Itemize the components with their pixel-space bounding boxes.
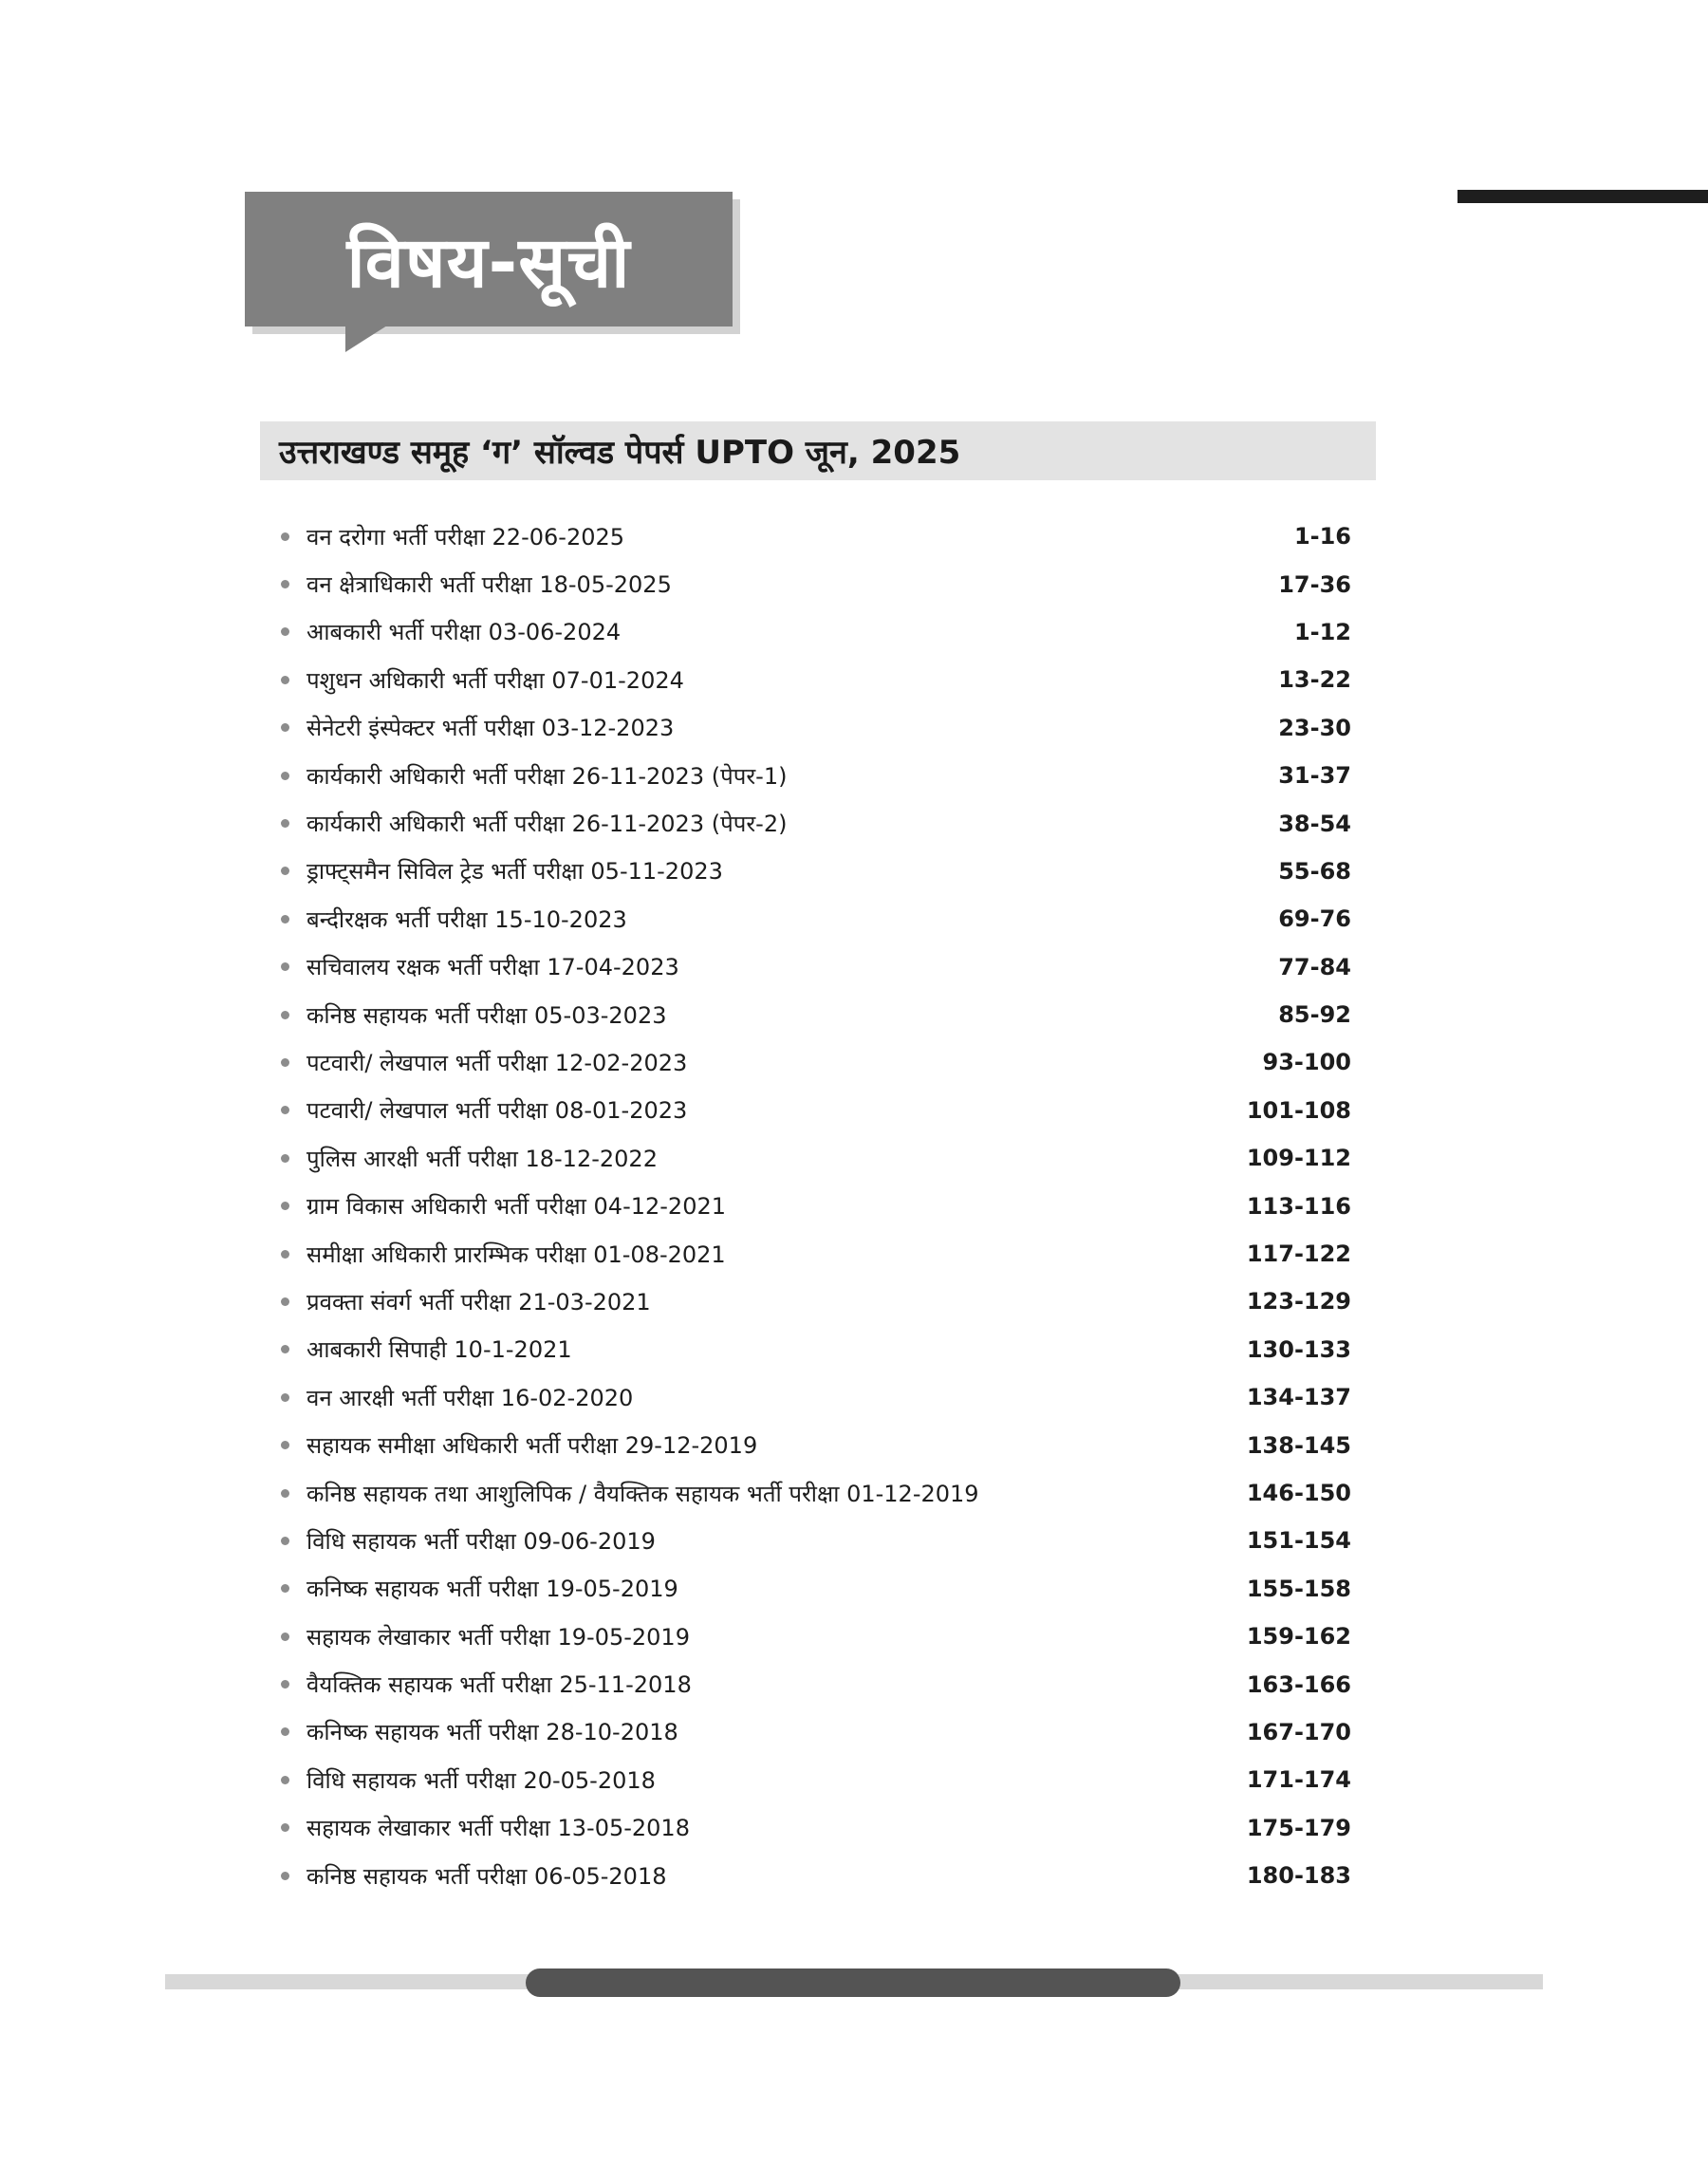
section-title: उत्तराखण्ड समूह ‘ग’ सॉल्वड पेपर्स UPTO जून, 2025 [279, 434, 961, 472]
toc-entry-pages: 167-170 [1246, 1718, 1351, 1745]
bullet-icon [281, 532, 289, 541]
bullet-icon [281, 1537, 289, 1545]
toc-entry [279, 1278, 1351, 1325]
bullet-icon [281, 1823, 289, 1832]
title-banner [245, 192, 740, 353]
page-title: विषय-सूची [346, 221, 631, 304]
toc-entry-label: वन दरोगा भर्ती परीक्षा 22-06-2025 [306, 523, 625, 550]
toc-entry [279, 1517, 1351, 1564]
toc-entry-pages: 23-30 [1278, 714, 1351, 741]
bullet-icon [281, 1680, 289, 1689]
bullet-icon [281, 1202, 289, 1210]
toc-entry-label: विधि सहायक भर्ती परीक्षा 09-06-2019 [306, 1527, 656, 1555]
toc-entry-pages: 1-16 [1293, 523, 1351, 550]
toc-list [279, 513, 1351, 1899]
toc-entry-pages: 113-116 [1246, 1192, 1351, 1220]
bullet-icon [281, 1058, 289, 1067]
toc-entry-pages: 163-166 [1246, 1670, 1351, 1698]
toc-entry-pages: 146-150 [1246, 1480, 1351, 1506]
toc-entry-pages: 117-122 [1246, 1241, 1351, 1268]
toc-entry-label: पशुधन अधिकारी भर्ती परीक्षा 07-01-2024 [306, 666, 684, 694]
bullet-icon [281, 1489, 289, 1498]
toc-entry [279, 1469, 1351, 1517]
toc-entry-pages: 101-108 [1246, 1096, 1351, 1124]
toc-entry [279, 1134, 1351, 1182]
toc-entry-pages: 17-36 [1278, 570, 1351, 598]
toc-entry [279, 1613, 1351, 1660]
bullet-icon [281, 819, 289, 828]
toc-entry [279, 1421, 1351, 1468]
bullet-icon [281, 1393, 289, 1402]
toc-entry-pages: 175-179 [1246, 1814, 1351, 1841]
toc-entry [279, 1087, 1351, 1134]
bullet-icon [281, 676, 289, 684]
bullet-icon [281, 1345, 289, 1353]
title-banner-box [245, 192, 733, 327]
bullet-icon [281, 1584, 289, 1593]
toc-entry-pages: 159-162 [1246, 1623, 1351, 1651]
toc-entry-label: आबकारी भर्ती परीक्षा 03-06-2024 [306, 619, 622, 646]
toc-entry-pages: 13-22 [1278, 666, 1351, 694]
toc-entry-pages: 123-129 [1246, 1288, 1351, 1315]
toc-entry [279, 1230, 1351, 1278]
title-banner-pointer [345, 326, 387, 352]
toc-entry [279, 943, 1351, 991]
toc-entry-pages: 1-12 [1293, 618, 1351, 645]
bullet-icon [281, 1011, 289, 1019]
toc-entry-pages: 171-174 [1246, 1766, 1351, 1794]
toc-entry-label: सहायक समीक्षा अधिकारी भर्ती परीक्षा 29-12-2019 [306, 1432, 758, 1460]
toc-entry-pages: 55-68 [1278, 857, 1351, 885]
toc-entry-label: समीक्षा अधिकारी प्रारम्भिक परीक्षा 01-08-2021 [306, 1241, 726, 1268]
toc-entry [279, 799, 1351, 847]
toc-entry-label: सचिवालय रक्षक भर्ती परीक्षा 17-04-2023 [306, 954, 679, 981]
toc-entry [279, 1373, 1351, 1421]
toc-entry [279, 1326, 1351, 1373]
toc-entry-pages: 109-112 [1246, 1145, 1351, 1172]
toc-entry [279, 1660, 1351, 1707]
toc-entry-label: कनिष्क सहायक भर्ती परीक्षा 19-05-2019 [306, 1576, 678, 1603]
toc-entry [279, 1708, 1351, 1756]
toc-entry-label: पटवारी/ लेखपाल भर्ती परीक्षा 08-01-2023 [306, 1097, 688, 1125]
toc-entry-label: विधि सहायक भर्ती परीक्षा 20-05-2018 [306, 1766, 656, 1794]
toc-entry-label: सहायक लेखाकार भर्ती परीक्षा 13-05-2018 [306, 1815, 690, 1842]
toc-entry-pages: 69-76 [1278, 905, 1351, 933]
toc-entry [279, 991, 1351, 1038]
toc-entry [279, 704, 1351, 752]
toc-entry-label: कनिष्क सहायक भर्ती परीक्षा 28-10-2018 [306, 1719, 678, 1746]
toc-entry-label: ड्राफ्ट्समैन सिविल ट्रेड भर्ती परीक्षा 05-11-2023 [306, 858, 723, 886]
toc-entry-pages: 31-37 [1278, 762, 1351, 790]
toc-entry-pages: 130-133 [1246, 1335, 1351, 1363]
toc-entry-label: वैयक्तिक सहायक भर्ती परीक्षा 25-11-2018 [306, 1671, 692, 1699]
bullet-icon [281, 1441, 289, 1449]
toc-entry-label: पटवारी/ लेखपाल भर्ती परीक्षा 12-02-2023 [306, 1049, 688, 1076]
toc-entry [279, 1182, 1351, 1229]
toc-entry [279, 1565, 1351, 1613]
toc-entry [279, 513, 1351, 560]
toc-entry [279, 1756, 1351, 1803]
toc-entry [279, 1852, 1351, 1899]
footer-bar-thumb [526, 1968, 1180, 1997]
toc-entry-label: ग्राम विकास अधिकारी भर्ती परीक्षा 04-12-2021 [306, 1193, 727, 1221]
bullet-icon [281, 915, 289, 924]
toc-entry [279, 752, 1351, 799]
toc-entry-label: कार्यकारी अधिकारी भर्ती परीक्षा 26-11-2023 (पेपर-2) [306, 811, 788, 838]
toc-entry-pages: 180-183 [1246, 1862, 1351, 1890]
toc-entry-label: पुलिस आरक्षी भर्ती परीक्षा 18-12-2022 [306, 1145, 658, 1172]
bullet-icon [281, 1250, 289, 1259]
toc-entry-pages: 151-154 [1246, 1527, 1351, 1555]
bullet-icon [281, 1776, 289, 1784]
bullet-icon [281, 772, 289, 780]
toc-entry [279, 1804, 1351, 1852]
bullet-icon [281, 1297, 289, 1306]
toc-entry-pages: 155-158 [1246, 1575, 1351, 1602]
toc-entry-label: आबकारी सिपाही 10-1-2021 [306, 1336, 572, 1364]
toc-entry-label: सेनेटरी इंस्पेक्टर भर्ती परीक्षा 03-12-2023 [306, 715, 675, 742]
toc-entry-pages: 134-137 [1246, 1384, 1351, 1411]
section-header [260, 421, 1376, 480]
bullet-icon [281, 1727, 289, 1736]
toc-entry-label: वन आरक्षी भर्ती परीक्षा 16-02-2020 [306, 1384, 634, 1411]
toc-entry [279, 848, 1351, 895]
bullet-icon [281, 1872, 289, 1880]
toc-entry-label: सहायक लेखाकार भर्ती परीक्षा 19-05-2019 [306, 1623, 690, 1651]
toc-entry [279, 656, 1351, 703]
bullet-icon [281, 1154, 289, 1163]
toc-entry-pages: 38-54 [1278, 810, 1351, 837]
toc-entry-label: कनिष्ठ सहायक तथा आशुलिपिक / वैयक्तिक सहायक भर्ती परीक्षा 01-12-2019 [306, 1480, 979, 1507]
toc-entry-pages: 77-84 [1278, 953, 1351, 980]
bullet-icon [281, 962, 289, 971]
toc-entry [279, 895, 1351, 942]
toc-entry-pages: 138-145 [1246, 1431, 1351, 1459]
toc-entry-label: प्रवक्ता संवर्ग भर्ती परीक्षा 21-03-2021 [306, 1288, 651, 1315]
bullet-icon [281, 1106, 289, 1114]
toc-entry-pages: 93-100 [1262, 1049, 1351, 1076]
bullet-icon [281, 580, 289, 588]
toc-entry-label: कार्यकारी अधिकारी भर्ती परीक्षा 26-11-2023 (पेपर-1) [306, 762, 788, 790]
bullet-icon [281, 627, 289, 636]
toc-entry [279, 608, 1351, 656]
bullet-icon [281, 723, 289, 732]
bullet-icon [281, 1633, 289, 1641]
toc-entry [279, 1038, 1351, 1086]
toc-entry-label: कनिष्ठ सहायक भर्ती परीक्षा 06-05-2018 [306, 1862, 667, 1890]
toc-entry-label: बन्दीरक्षक भर्ती परीक्षा 15-10-2023 [306, 905, 627, 933]
toc-entry-pages: 85-92 [1278, 1001, 1351, 1029]
corner-decoration-bar [1457, 190, 1708, 203]
toc-entry [279, 560, 1351, 607]
bullet-icon [281, 867, 289, 875]
toc-entry-label: कनिष्ठ सहायक भर्ती परीक्षा 05-03-2023 [306, 1001, 667, 1029]
toc-entry-label: वन क्षेत्राधिकारी भर्ती परीक्षा 18-05-2025 [306, 571, 672, 599]
